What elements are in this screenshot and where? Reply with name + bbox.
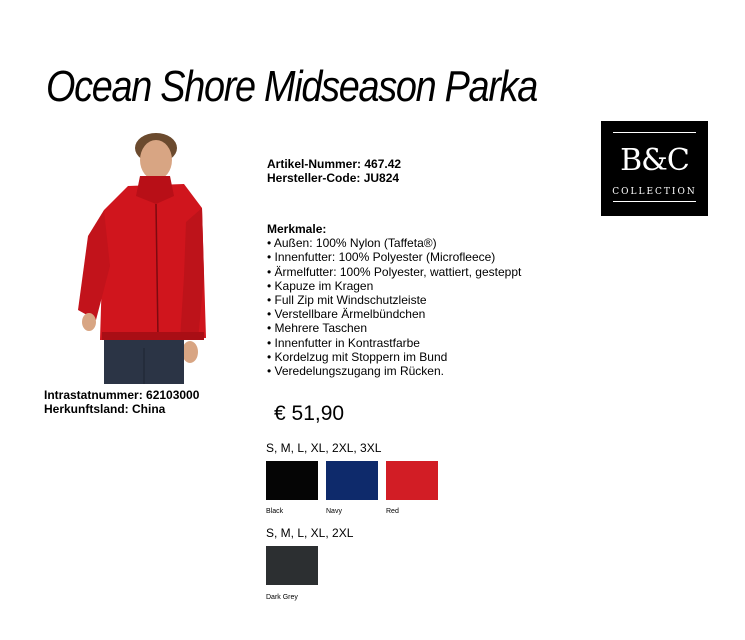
- manufacturer-code: Hersteller-Code: JU824: [267, 171, 400, 185]
- product-title: Ocean Shore Midseason Parka: [46, 62, 538, 111]
- features-list: [267, 236, 521, 378]
- feature-item: • Verstellbare Ärmelbündchen: [267, 307, 426, 322]
- logo-rule-top: [613, 132, 696, 133]
- color-name: Dark Grey: [266, 594, 298, 601]
- brand-logo: [601, 121, 708, 216]
- intrastat-number: Intrastatnummer: 62103000: [44, 388, 200, 402]
- feature-item: • Kapuze im Kragen: [267, 278, 374, 293]
- features-heading: Merkmale:: [267, 222, 327, 236]
- feature-item: • Mehrere Taschen: [267, 321, 368, 336]
- logo-rule-bottom: [613, 201, 696, 202]
- feature-item: • Full Zip mit Windschutzleiste: [267, 293, 427, 308]
- logo-word: COLLECTION: [612, 187, 697, 197]
- feature-item: • Kordelzug mit Stoppern im Bund: [267, 349, 448, 364]
- feature-item: • Ärmelfutter: 100% Polyester, wattiert, gesteppt: [267, 264, 522, 279]
- product-identifiers: [267, 157, 401, 185]
- feature-item: • Innenfutter: 100% Polyester (Microfleece): [267, 250, 496, 265]
- country-of-origin: Herkunftsland: China: [44, 402, 166, 416]
- logo-mark: B&C: [620, 143, 689, 178]
- origin-info: [44, 388, 199, 416]
- color-name: Black: [266, 508, 284, 515]
- color-swatch-black[interactable]: [266, 461, 318, 500]
- size-range: S, M, L, XL, 2XL: [266, 526, 354, 540]
- article-number: Artikel-Nummer: 467.42: [267, 157, 402, 171]
- color-name: Red: [386, 508, 399, 515]
- feature-item: • Veredelungszugang im Rücken.: [267, 364, 444, 379]
- product-photo: [70, 126, 210, 384]
- color-swatch-dark-grey[interactable]: [266, 546, 318, 585]
- price: € 51,90: [274, 402, 345, 425]
- color-swatch-red[interactable]: [386, 461, 438, 500]
- color-name: Navy: [326, 508, 342, 515]
- features-section: [267, 222, 521, 378]
- size-range: S, M, L, XL, 2XL, 3XL: [266, 441, 382, 455]
- feature-item: • Außen: 100% Nylon (Taffeta®): [267, 236, 437, 251]
- feature-item: • Innenfutter in Kontrastfarbe: [267, 335, 420, 350]
- color-swatch-navy[interactable]: [326, 461, 378, 500]
